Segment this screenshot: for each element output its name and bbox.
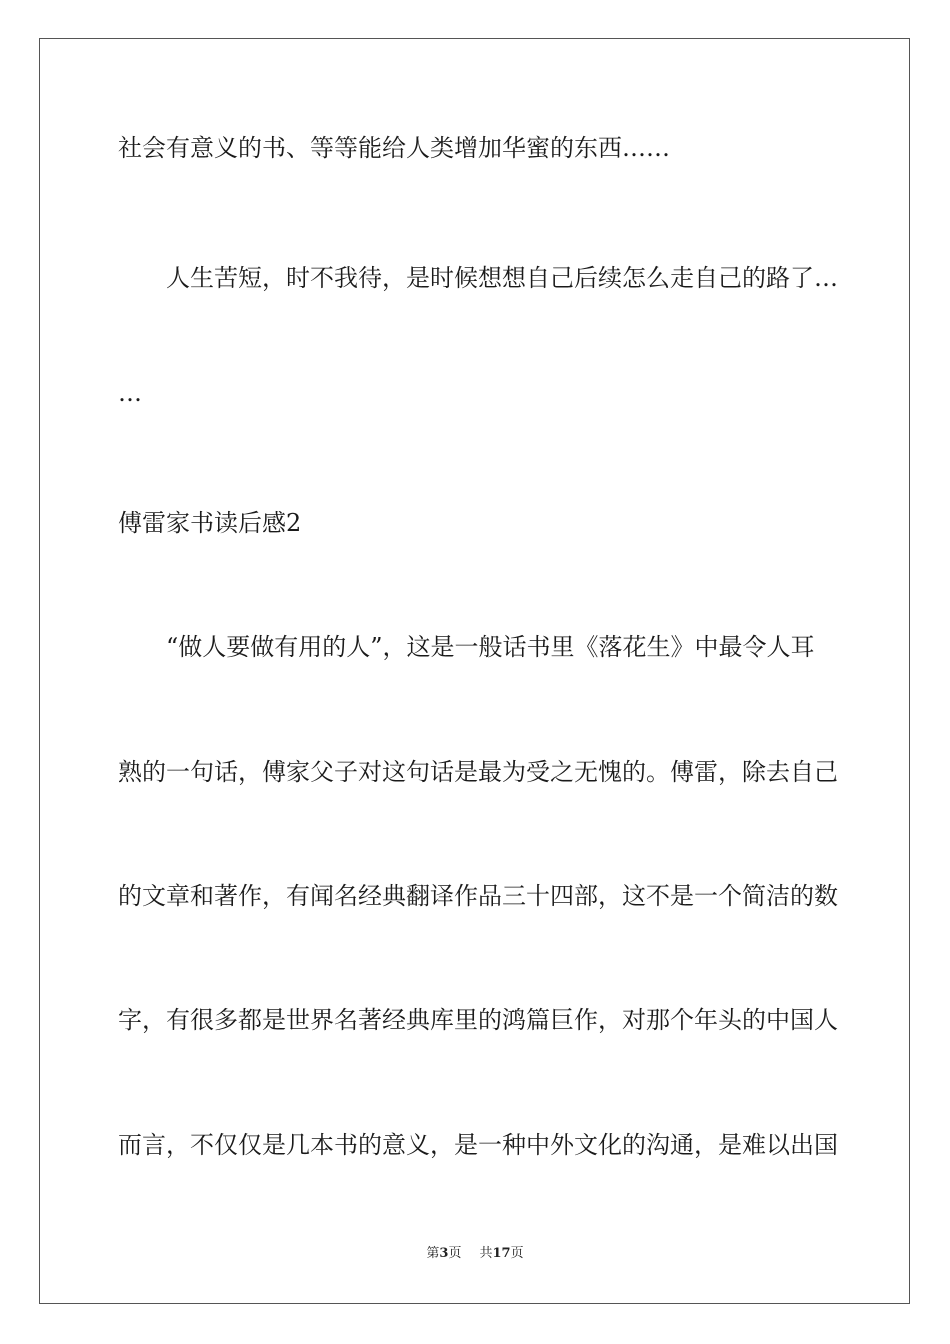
text-line-2: 人生苦短，时不我待，是时候想想自己后续怎么走自己的路了… xyxy=(166,264,838,292)
text-line-1: 社会有意义的书、等等能给人类增加华蜜的东西…… xyxy=(118,134,670,162)
text-line-9: 而言，不仅仅是几本书的意义，是一种中外文化的沟通，是难以出国 xyxy=(118,1131,838,1159)
text-line-3: … xyxy=(118,379,142,407)
text-line-7: 的文章和著作，有闻名经典翻译作品三十四部，这不是一个简洁的数 xyxy=(118,882,838,910)
text-line-5: “做人要做有用的人”，这是一般话书里《落花生》中最令人耳 xyxy=(166,633,815,661)
page-number: 3 xyxy=(439,1246,449,1261)
page-prefix: 第 xyxy=(426,1246,440,1261)
text-line-6: 熟的一句话，傅家父子对这句话是最为受之无愧的。傅雷，除去自己 xyxy=(118,758,838,786)
section-heading: 傅雷家书读后感2 xyxy=(118,509,302,537)
total-prefix: 共 xyxy=(479,1246,493,1261)
total-pages: 17 xyxy=(492,1246,511,1261)
text-line-8: 字，有很多都是世界名著经典库里的鸿篇巨作，对那个年头的中国人 xyxy=(118,1006,838,1034)
page-border xyxy=(39,38,910,1304)
total-suffix: 页 xyxy=(510,1246,524,1261)
page-suffix: 页 xyxy=(448,1246,462,1261)
page-footer xyxy=(0,1246,950,1262)
